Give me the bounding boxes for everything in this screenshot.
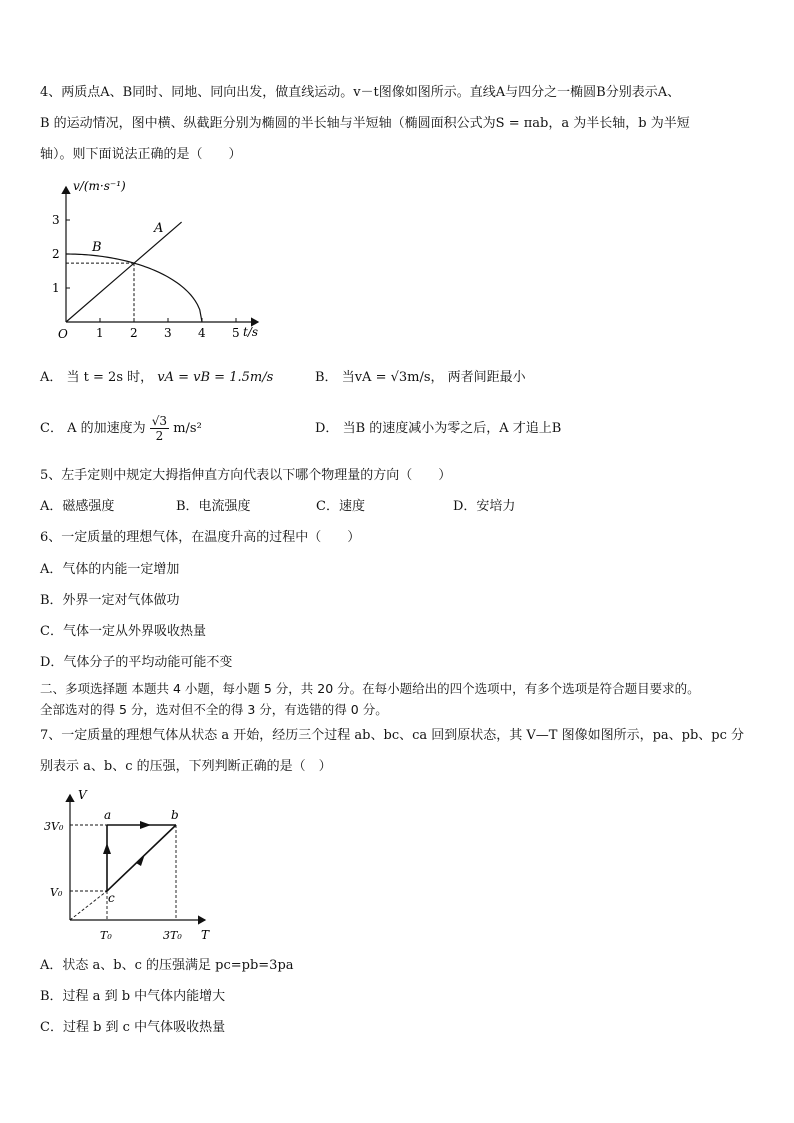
q7-point-c: c (108, 891, 115, 905)
q7-vt-graph (40, 787, 225, 947)
section2-instructions-line1: 二、多项选择题 本题共 4 小题，每小题 5 分，共 20 分。在每小题给出的四个选项中，有多个选项是符合题目要求的。 (40, 681, 700, 696)
q4-option-a-text1: 当 t = 2s 时， (66, 370, 154, 385)
q4-x-tick-label: 1 (96, 326, 104, 340)
q7-tick-t0: T₀ (100, 929, 112, 942)
q7-option-a[interactable]: A．状态 a、b、c 的压强满足 pc=pb=3pa (40, 958, 294, 973)
q4-option-a-text2: vA = vB = 1.5m/s (157, 370, 274, 385)
q7-stem-line2: 别表示 a、b、c 的压强，下列判断正确的是（ ） (40, 759, 332, 774)
q7-point-b: b (171, 808, 179, 822)
q4-option-b-text1: 当vA = √3m/s， (341, 370, 444, 385)
q4-option-c-fraction (150, 414, 169, 443)
q6-option-d[interactable]: D．气体分子的平均动能可能不变 (40, 655, 233, 670)
q7-point-a: a (104, 808, 112, 822)
q4-x-tick-label: 2 (130, 326, 138, 340)
q4-x-axis-label: t/s (243, 325, 259, 339)
q4-option-b-text2: 两者间距最小 (447, 370, 526, 385)
q7-tick-v0: V₀ (50, 886, 63, 899)
q6-option-c[interactable]: C．气体一定从外界吸收热量 (40, 624, 206, 639)
q4-y-tick-label: 1 (52, 281, 60, 295)
q4-label-b: B (92, 240, 102, 255)
q4-x-tick-label: 3 (164, 326, 172, 340)
q4-option-d-label: D． (315, 421, 339, 436)
q5-option-c[interactable]: C．速度 (316, 499, 365, 514)
q4-option-c-denominator: 2 (155, 429, 164, 443)
q4-origin-label: O (58, 327, 68, 341)
q4-x-tick-label: 5 (232, 326, 240, 340)
q7-arrow-bc (136, 854, 145, 866)
q4-option-b-label: B． (315, 370, 338, 385)
q7-arrow-ab (140, 821, 151, 829)
q7-dashed-origin-line (70, 891, 107, 920)
q7-tick-3t0: 3T₀ (163, 929, 182, 942)
q4-option-d[interactable] (315, 420, 561, 438)
q7-tick-3v0: 3V₀ (44, 820, 64, 833)
q4-option-a[interactable] (40, 369, 273, 387)
q5-stem: 5、左手定则中规定大拇指伸直方向代表以下哪个物理量的方向（ ） (40, 468, 452, 483)
q5-option-b[interactable]: B．电流强度 (176, 499, 251, 514)
q4-x-tick-label: 4 (198, 326, 206, 340)
q6-stem: 6、一定质量的理想气体，在温度升高的过程中（ ） (40, 530, 361, 545)
q4-line-a (66, 222, 182, 322)
q6-option-a[interactable]: A．气体的内能一定增加 (40, 562, 180, 577)
q7-v-axis-label: V (78, 788, 87, 802)
q6-option-b[interactable]: B．外界一定对气体做功 (40, 593, 180, 608)
q7-option-c[interactable]: C．过程 b 到 c 中气体吸收热量 (40, 1020, 226, 1035)
q4-stem-line1: 4、两质点A、B同时、同地、同向出发，做直线运动。v－t图像如图所示。直线A与四分之一椭圆B分别表示A、 (40, 85, 681, 100)
q5-option-a[interactable]: A．磁感强度 (40, 499, 115, 514)
q4-option-d-text: 当B 的速度减小为零之后，A 才追上B (342, 421, 562, 436)
q4-option-b[interactable] (315, 369, 526, 387)
q4-option-c[interactable] (40, 412, 202, 446)
q4-y-tick-label: 2 (52, 247, 60, 261)
q4-vt-graph (40, 175, 280, 350)
section2-instructions-line2: 全部选对的得 5 分，选对但不全的得 3 分，有选错的得 0 分。 (40, 702, 388, 717)
q7-stem-line1: 7、一定质量的理想气体从状态 a 开始，经历三个过程 ab、bc、ca 回到原状态，其 V—T 图像如图所示，pa、pb、pc 分 (40, 728, 745, 743)
q7-option-b[interactable]: B．过程 a 到 b 中气体内能增大 (40, 989, 226, 1004)
q4-y-tick-label: 3 (52, 213, 60, 227)
q4-option-c-numerator: √3 (151, 414, 168, 428)
q4-option-c-label: C． (40, 421, 63, 436)
q4-y-axis-label: v/(m·s⁻¹) (73, 179, 126, 193)
q7-arrow-ca (103, 843, 111, 854)
q4-stem-line3: 轴）。则下面说法正确的是（ ） (40, 147, 242, 162)
q7-t-axis-label: T (201, 928, 210, 942)
q4-option-a-label: A． (40, 370, 63, 385)
q4-option-c-unit: m/s² (173, 421, 202, 436)
q4-stem-line2: B 的运动情况，图中横、纵截距分别为椭圆的半长轴与半短轴（椭圆面积公式为S = πab，a 为半长轴，b 为半短 (40, 116, 690, 131)
q5-option-d[interactable]: D．安培力 (453, 499, 516, 514)
q4-option-c-text1: A 的加速度为 (67, 421, 146, 436)
q4-label-a: A (154, 221, 164, 236)
